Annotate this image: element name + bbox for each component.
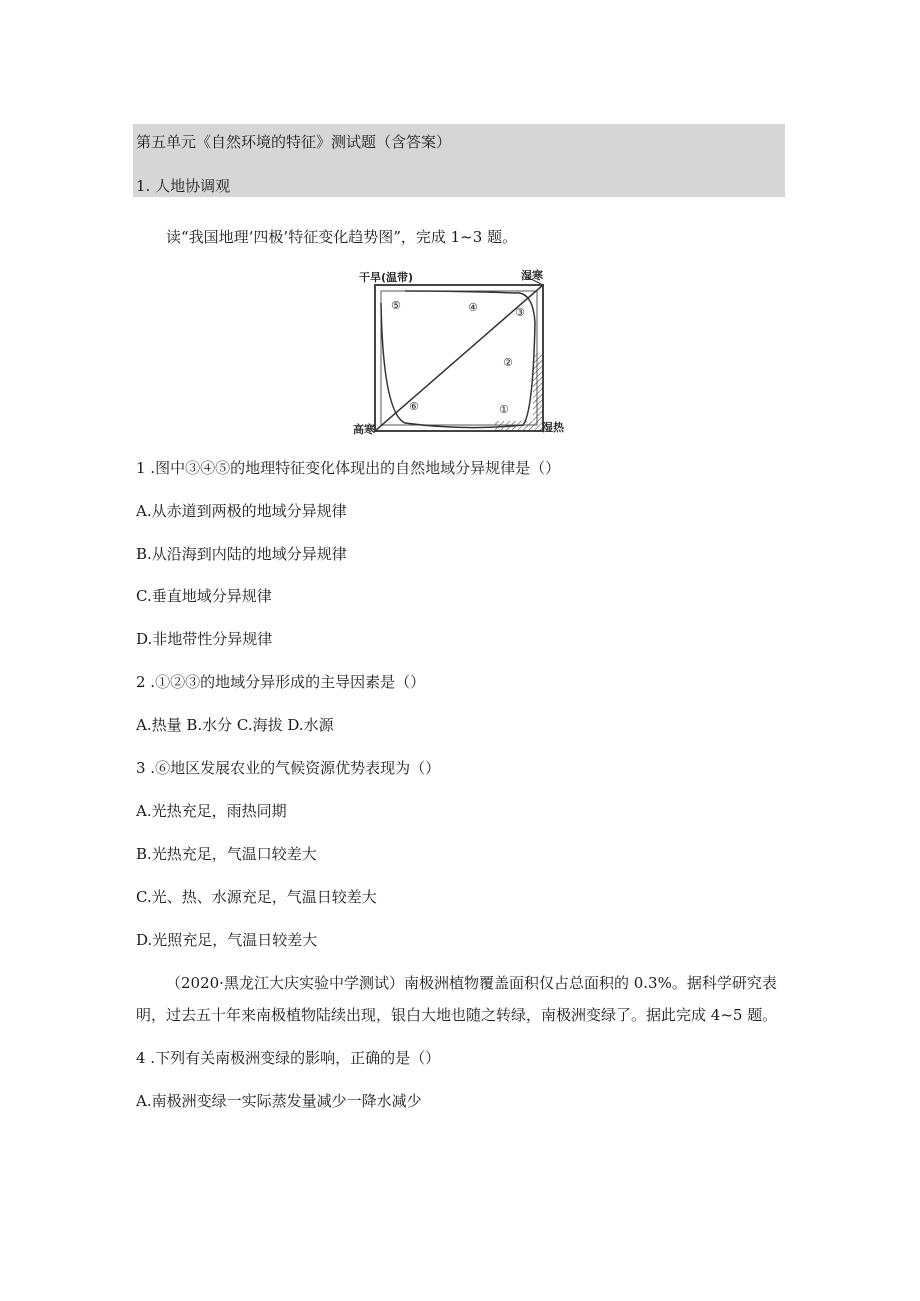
question-3-option-c: C.光、热、水源充足，气温日较差大	[136, 888, 377, 906]
label-top-left: 干旱(温带)	[359, 271, 414, 284]
question-4-stem: 4 .下列有关南极洲变绿的影响，正确的是（）	[136, 1049, 441, 1067]
question-3-option-b: B.光热充足，气温口较差大	[136, 845, 317, 863]
label-bottom-right: 湿热	[542, 421, 564, 434]
question-1-stem: 1 .图中③④⑤的地理特征变化体现出的自然地域分异规律是（）	[136, 459, 561, 477]
question-3-stem: 3 .⑥地区发展农业的气候资源优势表现为（）	[136, 759, 441, 777]
document-title: 第五单元《自然环境的特征》测试题（含答案）	[136, 133, 452, 151]
section-heading: 1. 人地协调观	[136, 177, 231, 195]
passage-line-1: （2020·黑龙江大庆实验中学测试）南极洲植物覆盖面积仅占总面积的 0.3%。据科学研究表	[166, 974, 777, 992]
label-top-right: 湿寒	[521, 269, 543, 282]
passage-line-2: 明，过去五十年来南极植物陆续出现，银白大地也随之转绿，南极洲变绿了。据此完成 4~5 题。	[136, 1006, 778, 1024]
label-bottom-left: 高寒	[353, 423, 375, 436]
marker-1: ①	[499, 403, 509, 416]
question-1-option-c: C.垂直地域分异规律	[136, 587, 272, 605]
question-4-option-a: A.南极洲变绿一实际蒸发量减少一降水减少	[136, 1092, 422, 1110]
marker-2: ②	[503, 356, 513, 369]
four-poles-diagram	[345, 263, 575, 439]
question-1-option-b: B.从沿海到内陆的地域分异规律	[136, 545, 347, 563]
marker-6: ⑥	[409, 400, 419, 413]
question-1-option-d: D.非地带性分异规律	[136, 630, 273, 648]
marker-3: ③	[515, 306, 525, 319]
intro-text: 读“我国地理‘四极’特征变化趋势图”，完成 1~3 题。	[166, 228, 518, 246]
question-2-stem: 2 .①②③的地域分异形成的主导因素是（）	[136, 673, 426, 691]
marker-5: ⑤	[391, 299, 401, 312]
question-1-option-a: A.从赤道到两极的地域分异规律	[136, 502, 347, 520]
question-2-options: A.热量 B.水分 C.海拔 D.水源	[136, 716, 334, 734]
marker-4: ④	[468, 301, 478, 314]
question-3-option-d: D.光照充足，气温日较差大	[136, 931, 318, 949]
question-3-option-a: A.光热充足，雨热同期	[136, 802, 287, 820]
